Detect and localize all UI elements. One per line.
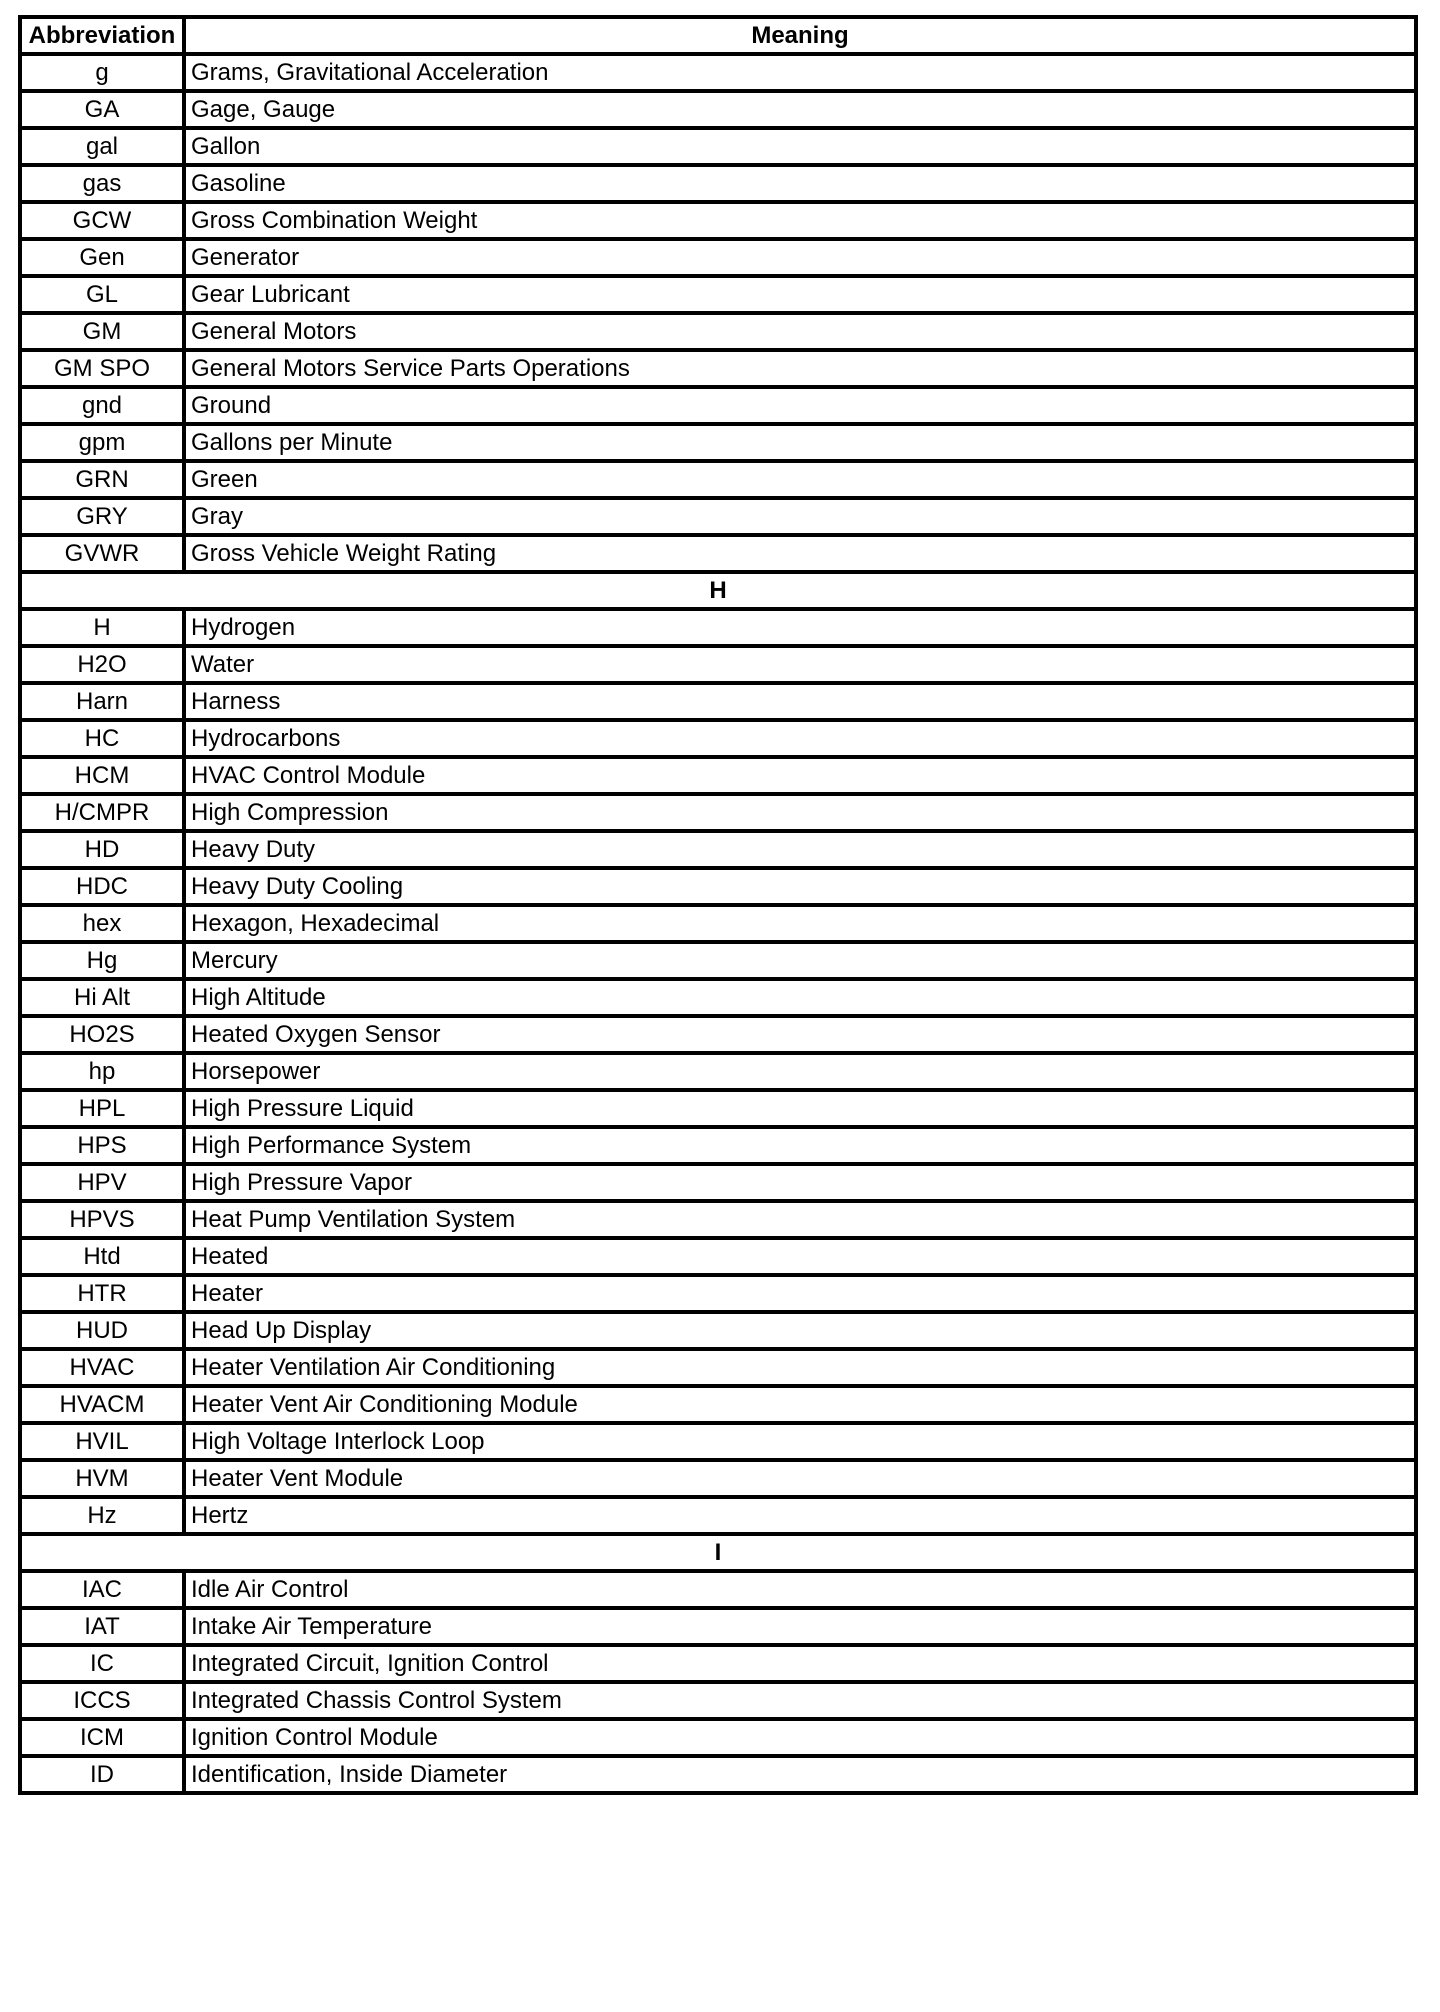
table-row <box>20 683 1416 720</box>
abbreviation-cell: g <box>20 54 184 91</box>
meaning-cell: Heater <box>184 1275 1416 1312</box>
table-row <box>20 1645 1416 1682</box>
abbreviation-cell: gnd <box>20 387 184 424</box>
table-row <box>20 128 1416 165</box>
table-row <box>20 424 1416 461</box>
meaning-cell: Heavy Duty <box>184 831 1416 868</box>
abbreviation-cell: gpm <box>20 424 184 461</box>
meaning-cell: Heated Oxygen Sensor <box>184 1016 1416 1053</box>
meaning-cell: Heavy Duty Cooling <box>184 868 1416 905</box>
meaning-cell: Green <box>184 461 1416 498</box>
meaning-cell: Hexagon, Hexadecimal <box>184 905 1416 942</box>
meaning-cell: Gallon <box>184 128 1416 165</box>
table-row <box>20 276 1416 313</box>
section-header-row <box>20 1534 1416 1571</box>
section-header-row <box>20 572 1416 609</box>
table-row <box>20 165 1416 202</box>
table-row <box>20 1682 1416 1719</box>
table-row <box>20 1719 1416 1756</box>
meaning-cell: Heater Vent Air Conditioning Module <box>184 1386 1416 1423</box>
table-row <box>20 757 1416 794</box>
abbreviation-cell: GA <box>20 91 184 128</box>
meaning-cell: Head Up Display <box>184 1312 1416 1349</box>
abbreviation-cell: hp <box>20 1053 184 1090</box>
abbreviation-cell: GVWR <box>20 535 184 572</box>
abbreviation-cell: HUD <box>20 1312 184 1349</box>
table-row <box>20 794 1416 831</box>
meaning-cell: High Voltage Interlock Loop <box>184 1423 1416 1460</box>
table-row <box>20 350 1416 387</box>
abbreviation-cell: HVAC <box>20 1349 184 1386</box>
abbreviation-cell: H2O <box>20 646 184 683</box>
abbreviation-cell: HPL <box>20 1090 184 1127</box>
meaning-column-header: Meaning <box>184 17 1416 54</box>
table-row <box>20 1201 1416 1238</box>
meaning-cell: Heater Ventilation Air Conditioning <box>184 1349 1416 1386</box>
abbreviation-cell: HVM <box>20 1460 184 1497</box>
meaning-cell: Mercury <box>184 942 1416 979</box>
meaning-cell: High Pressure Vapor <box>184 1164 1416 1201</box>
abbreviation-cell: HVIL <box>20 1423 184 1460</box>
abbreviation-cell: HTR <box>20 1275 184 1312</box>
table-row <box>20 1460 1416 1497</box>
abbreviation-cell: IAT <box>20 1608 184 1645</box>
meaning-cell: Heat Pump Ventilation System <box>184 1201 1416 1238</box>
table-row <box>20 646 1416 683</box>
meaning-cell: Gray <box>184 498 1416 535</box>
table-row <box>20 461 1416 498</box>
abbreviation-cell: Hz <box>20 1497 184 1534</box>
abbreviation-cell: HCM <box>20 757 184 794</box>
meaning-cell: Heater Vent Module <box>184 1460 1416 1497</box>
meaning-cell: Gage, Gauge <box>184 91 1416 128</box>
table-row <box>20 1164 1416 1201</box>
abbreviation-cell: IAC <box>20 1571 184 1608</box>
meaning-cell: High Altitude <box>184 979 1416 1016</box>
meaning-cell: Gasoline <box>184 165 1416 202</box>
table-row <box>20 979 1416 1016</box>
table-row <box>20 1571 1416 1608</box>
abbreviation-cell: GRN <box>20 461 184 498</box>
meaning-cell: Harness <box>184 683 1416 720</box>
table-row <box>20 1349 1416 1386</box>
meaning-cell: Identification, Inside Diameter <box>184 1756 1416 1793</box>
meaning-cell: High Compression <box>184 794 1416 831</box>
meaning-cell: Gross Vehicle Weight Rating <box>184 535 1416 572</box>
table-row <box>20 609 1416 646</box>
abbreviation-cell: HO2S <box>20 1016 184 1053</box>
table-row <box>20 1090 1416 1127</box>
abbreviation-cell: HPV <box>20 1164 184 1201</box>
table-row <box>20 1756 1416 1793</box>
table-row <box>20 498 1416 535</box>
abbreviation-cell: Hg <box>20 942 184 979</box>
abbreviation-cell: Gen <box>20 239 184 276</box>
meaning-cell: General Motors <box>184 313 1416 350</box>
table-row <box>20 313 1416 350</box>
table-row <box>20 831 1416 868</box>
table-row <box>20 1275 1416 1312</box>
abbreviation-cell: gal <box>20 128 184 165</box>
abbreviation-cell: Harn <box>20 683 184 720</box>
meaning-cell: Integrated Circuit, Ignition Control <box>184 1645 1416 1682</box>
abbreviation-cell: GCW <box>20 202 184 239</box>
section-letter: H <box>20 572 1416 609</box>
table-row <box>20 1386 1416 1423</box>
table-row <box>20 91 1416 128</box>
meaning-cell: Hertz <box>184 1497 1416 1534</box>
meaning-cell: Ground <box>184 387 1416 424</box>
abbreviation-cell: H/CMPR <box>20 794 184 831</box>
table-row <box>20 239 1416 276</box>
meaning-cell: Gross Combination Weight <box>184 202 1416 239</box>
meaning-cell: High Pressure Liquid <box>184 1090 1416 1127</box>
table-row <box>20 387 1416 424</box>
abbreviation-cell: gas <box>20 165 184 202</box>
table-row <box>20 1423 1416 1460</box>
abbreviation-cell: IC <box>20 1645 184 1682</box>
abbreviation-cell: ICCS <box>20 1682 184 1719</box>
meaning-cell: HVAC Control Module <box>184 757 1416 794</box>
abbreviation-cell: HC <box>20 720 184 757</box>
meaning-cell: Gallons per Minute <box>184 424 1416 461</box>
table-row <box>20 1127 1416 1164</box>
abbreviation-cell: HPVS <box>20 1201 184 1238</box>
abbreviation-cell: hex <box>20 905 184 942</box>
meaning-cell: Water <box>184 646 1416 683</box>
table-row <box>20 1608 1416 1645</box>
table-row <box>20 1238 1416 1275</box>
table-row <box>20 1016 1416 1053</box>
meaning-cell: Intake Air Temperature <box>184 1608 1416 1645</box>
abbreviation-column-header: Abbreviation <box>20 17 184 54</box>
table-body <box>20 54 1416 1793</box>
table-row <box>20 535 1416 572</box>
meaning-cell: Grams, Gravitational Acceleration <box>184 54 1416 91</box>
section-letter: I <box>20 1534 1416 1571</box>
meaning-cell: Idle Air Control <box>184 1571 1416 1608</box>
abbreviation-cell: H <box>20 609 184 646</box>
meaning-cell: Integrated Chassis Control System <box>184 1682 1416 1719</box>
abbreviation-cell: HVACM <box>20 1386 184 1423</box>
meaning-cell: High Performance System <box>184 1127 1416 1164</box>
meaning-cell: Generator <box>184 239 1416 276</box>
abbreviation-cell: GL <box>20 276 184 313</box>
table-row <box>20 54 1416 91</box>
abbreviation-cell: ID <box>20 1756 184 1793</box>
meaning-cell: Hydrogen <box>184 609 1416 646</box>
table-row <box>20 868 1416 905</box>
meaning-cell: Hydrocarbons <box>184 720 1416 757</box>
table-row <box>20 1497 1416 1534</box>
abbreviation-table <box>18 15 1418 1795</box>
table-row <box>20 1312 1416 1349</box>
meaning-cell: Ignition Control Module <box>184 1719 1416 1756</box>
table-row <box>20 905 1416 942</box>
abbreviation-cell: HDC <box>20 868 184 905</box>
abbreviation-cell: GRY <box>20 498 184 535</box>
table-row <box>20 1053 1416 1090</box>
table-row <box>20 942 1416 979</box>
table-row <box>20 202 1416 239</box>
abbreviation-cell: ICM <box>20 1719 184 1756</box>
table-header-row <box>20 17 1416 54</box>
meaning-cell: Gear Lubricant <box>184 276 1416 313</box>
abbreviation-cell: Hi Alt <box>20 979 184 1016</box>
abbreviation-cell: HPS <box>20 1127 184 1164</box>
abbreviation-cell: GM <box>20 313 184 350</box>
meaning-cell: Horsepower <box>184 1053 1416 1090</box>
meaning-cell: General Motors Service Parts Operations <box>184 350 1416 387</box>
abbreviation-cell: HD <box>20 831 184 868</box>
abbreviation-cell: GM SPO <box>20 350 184 387</box>
meaning-cell: Heated <box>184 1238 1416 1275</box>
table-row <box>20 720 1416 757</box>
abbreviation-cell: Htd <box>20 1238 184 1275</box>
